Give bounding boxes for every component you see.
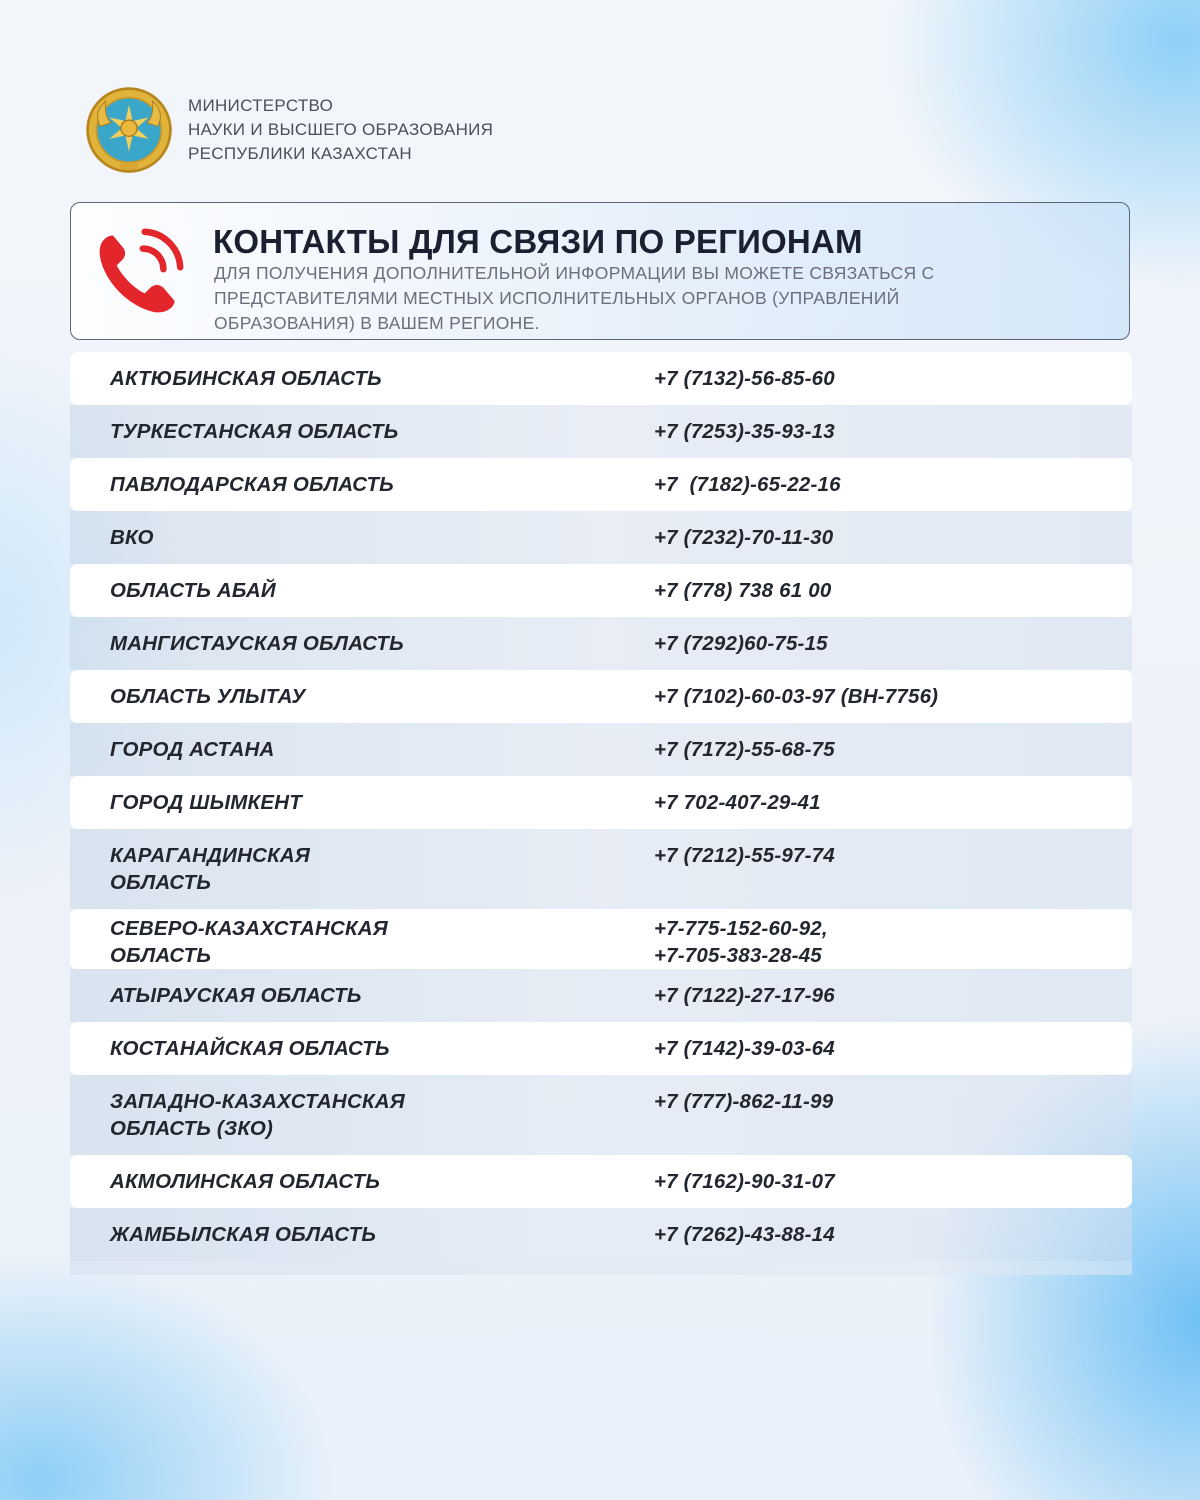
- region-name: АКМОЛИНСКАЯ ОБЛАСТЬ: [110, 1169, 381, 1193]
- ministry-header: [84, 82, 493, 178]
- phone-number[interactable]: +7 (7102)-60-03-97 (ВН-7756): [654, 684, 939, 708]
- ministry-line-2: НАУКИ И ВЫСШЕГО ОБРАЗОВАНИЯ: [188, 120, 494, 139]
- phone-number[interactable]: +7 (7292)60-75-15: [654, 631, 828, 655]
- phone-number[interactable]: +7 (7253)-35-93-13: [654, 419, 835, 443]
- contacts-banner: [70, 202, 1130, 340]
- banner-description-line-3: ОБРАЗОВАНИЯ) В ВАШЕМ РЕГИОНЕ.: [214, 313, 540, 333]
- phone-number[interactable]: +7 (7122)-27-17-96: [654, 983, 835, 1007]
- table-row: [70, 670, 1132, 723]
- kazakhstan-state-emblem-icon: [84, 85, 174, 175]
- region-name: ТУРКЕСТАНСКАЯ ОБЛАСТЬ: [110, 419, 399, 443]
- table-row: [70, 352, 1132, 405]
- banner-description-line-2: ПРЕДСТАВИТЕЛЯМИ МЕСТНЫХ ИСПОЛНИТЕЛЬНЫХ ОРГАНОВ (УПРАВЛЕНИЙ: [214, 288, 900, 308]
- table-row: [70, 1022, 1132, 1075]
- table-row: [70, 723, 1132, 776]
- banner-description: [214, 261, 1094, 336]
- region-name: ЖАМБЫЛСКАЯ ОБЛАСТЬ: [110, 1222, 377, 1246]
- phone-number[interactable]: +7 (7162)-90-31-07: [654, 1169, 835, 1193]
- table-row: [70, 617, 1132, 670]
- contacts-table: [70, 352, 1132, 1275]
- table-row: [70, 969, 1132, 1022]
- region-name: ВКО: [110, 525, 154, 549]
- table-row: [70, 909, 1132, 969]
- phone-number[interactable]: +7 (7132)-56-85-60: [654, 366, 835, 390]
- region-name: КОСТАНАЙСКАЯ ОБЛАСТЬ: [110, 1036, 390, 1060]
- region-name: ЗАПАДНО-КАЗАХСТАНСКАЯ ОБЛАСТЬ (ЗКО): [110, 1090, 405, 1140]
- phone-number[interactable]: +7 (7172)-55-68-75: [654, 737, 835, 761]
- table-row: [70, 564, 1132, 617]
- phone-number[interactable]: +7 (7142)-39-03-64: [654, 1036, 835, 1060]
- page-title: КОНТАКТЫ ДЛЯ СВЯЗИ ПО РЕГИОНАМ: [213, 223, 863, 260]
- banner-description-line-1: ДЛЯ ПОЛУЧЕНИЯ ДОПОЛНИТЕЛЬНОЙ ИНФОРМАЦИИ ВЫ МОЖЕТЕ СВЯЗАТЬСЯ С: [214, 263, 935, 283]
- table-footer: [70, 1261, 1132, 1275]
- table-row: [70, 458, 1132, 511]
- ministry-line-3: РЕСПУБЛИКИ КАЗАХСТАН: [188, 144, 412, 163]
- region-name: ГОРОД ШЫМКЕНТ: [110, 790, 302, 814]
- phone-ringing-icon: [85, 215, 197, 327]
- table-row: [70, 1155, 1132, 1208]
- table-row: [70, 776, 1132, 829]
- table-row: [70, 829, 1132, 909]
- phone-number[interactable]: +7 (7232)-70-11-30: [654, 525, 834, 549]
- table-row: [70, 511, 1132, 564]
- phone-number[interactable]: +7 (7262)-43-88-14: [654, 1222, 835, 1246]
- table-row: [70, 405, 1132, 458]
- ministry-line-1: МИНИСТЕРСТВО: [188, 96, 334, 115]
- phone-number[interactable]: +7 (777)-862-11-99: [654, 1090, 834, 1113]
- ministry-name: [188, 94, 493, 166]
- region-name: АТЫРАУСКАЯ ОБЛАСТЬ: [110, 983, 362, 1007]
- phone-number[interactable]: +7-775-152-60-92, +7-705-383-28-45: [654, 917, 828, 967]
- region-name: КАРАГАНДИНСКАЯ ОБЛАСТЬ: [110, 844, 311, 894]
- table-row: [70, 1208, 1132, 1261]
- phone-number[interactable]: +7 (778) 738 61 00: [654, 578, 832, 602]
- phone-number[interactable]: +7 (7182)-65-22-16: [654, 472, 841, 496]
- region-name: ОБЛАСТЬ АБАЙ: [110, 578, 276, 602]
- region-name: ПАВЛОДАРСКАЯ ОБЛАСТЬ: [110, 472, 394, 496]
- region-name: ГОРОД АСТАНА: [110, 737, 275, 761]
- region-name: МАНГИСТАУСКАЯ ОБЛАСТЬ: [110, 631, 404, 655]
- phone-number[interactable]: +7 (7212)-55-97-74: [654, 844, 835, 867]
- phone-number[interactable]: +7 702-407-29-41: [654, 790, 821, 814]
- region-name: СЕВЕРО-КАЗАХСТАНСКАЯ ОБЛАСТЬ: [110, 917, 388, 967]
- table-row: [70, 1075, 1132, 1155]
- region-name: АКТЮБИНСКАЯ ОБЛАСТЬ: [110, 366, 382, 390]
- region-name: ОБЛАСТЬ УЛЫТАУ: [110, 684, 306, 708]
